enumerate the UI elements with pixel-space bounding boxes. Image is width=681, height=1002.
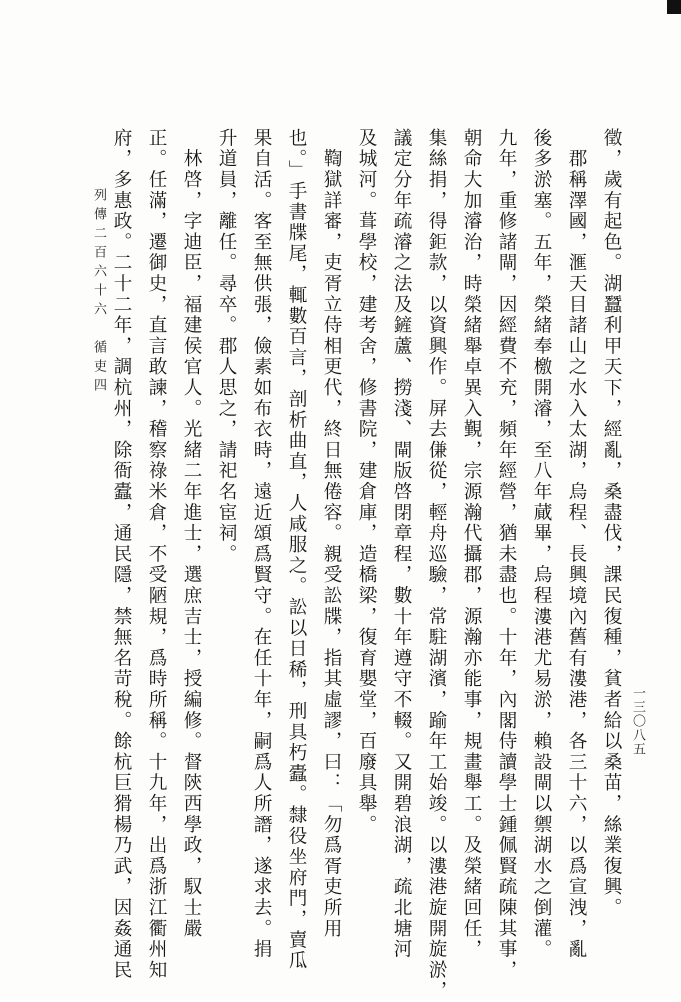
text-column-2: 郡稱澤國，滙天目諸山之水入太湖，烏程、長興境內舊有漊港，各三十六，以爲宣洩，亂 [566,128,587,960]
text-column-15: 府，多惠政。二十二年，調杭州，除衙蠹，通民隱，禁無名苛稅。餘杭巨猾楊乃武，因姦通民 [111,128,132,981]
running-head: 列傳二百六十六 循吏四 [91,188,106,397]
text-column-1: 徵，歲有起色。湖蠶利甲天下，經亂，桑盡伐，課民復種，貧者給以桑苗，絲業復興。 [601,128,622,919]
text-column-10: 也。」手書牒尾，輒數百言，剖析曲直，人咸服之。訟以日稀，刑具朽蠹。隸役坐府門，賣瓜 [286,128,307,972]
text-column-7: 議定分年疏濬之法及鏟蘆、撈淺、閘版啓閉章程，數十年遵守不輟。又開碧浪湖，疏北塘河 [391,128,412,960]
text-column-9: 鞫獄詳審，吏胥立侍相更代，終日無倦容。親受訟牒，指其虛謬，曰：「勿爲胥吏所用 [321,128,342,940]
text-column-4: 九年，重修諸閘，因經費不充，頻年經營，猶未盡也。十年，內閣侍讀學士鍾佩賢疏陳其事， [496,128,517,981]
text-column-11: 果自活。客至無供張，儉素如布衣時，遠近頌爲賢守。在任十年，嗣爲人所譖，遂求去。捐 [251,128,272,960]
scan-corner-mark [667,0,681,14]
text-column-6: 集絲捐，得鉅款，以資興作。屏去傔從，輕舟巡驗，常駐湖濱，踰年工始竣。以漊港旋開旋淤， [426,128,447,1002]
text-column-3: 後多淤塞。五年，榮緒奉檄開濬，至八年蕆畢，烏程漊港尤易淤，賴設閘以禦湖水之倒灌。 [531,128,552,960]
text-column-12: 升道員，離任。尋卒。郡人思之，請祀名宦祠。 [216,128,237,565]
text-column-5: 朝命大加濬治，時榮緒舉卓異入覲，宗源瀚代攝郡，源瀚亦能事，規畫舉工。及榮緒回任， [461,128,482,960]
main-text-block [111,128,622,1002]
text-column-8: 及城河。葺學校，建考舍，修書院，建倉庫，造橋梁，復育嬰堂，百廢具舉。 [356,128,377,836]
page-number: 一三〇八五 [630,686,645,756]
text-column-13: 林啓，字迪臣，福建侯官人。光緒二年進士，選庶吉士，授編修。督陝西學政，馭士嚴 [181,128,202,940]
text-column-14: 正。任滿，遷御史，直言敢諫，稽察祿米倉，不受陋規，爲時所稱。十九年，出爲浙江衢州知 [146,128,167,981]
